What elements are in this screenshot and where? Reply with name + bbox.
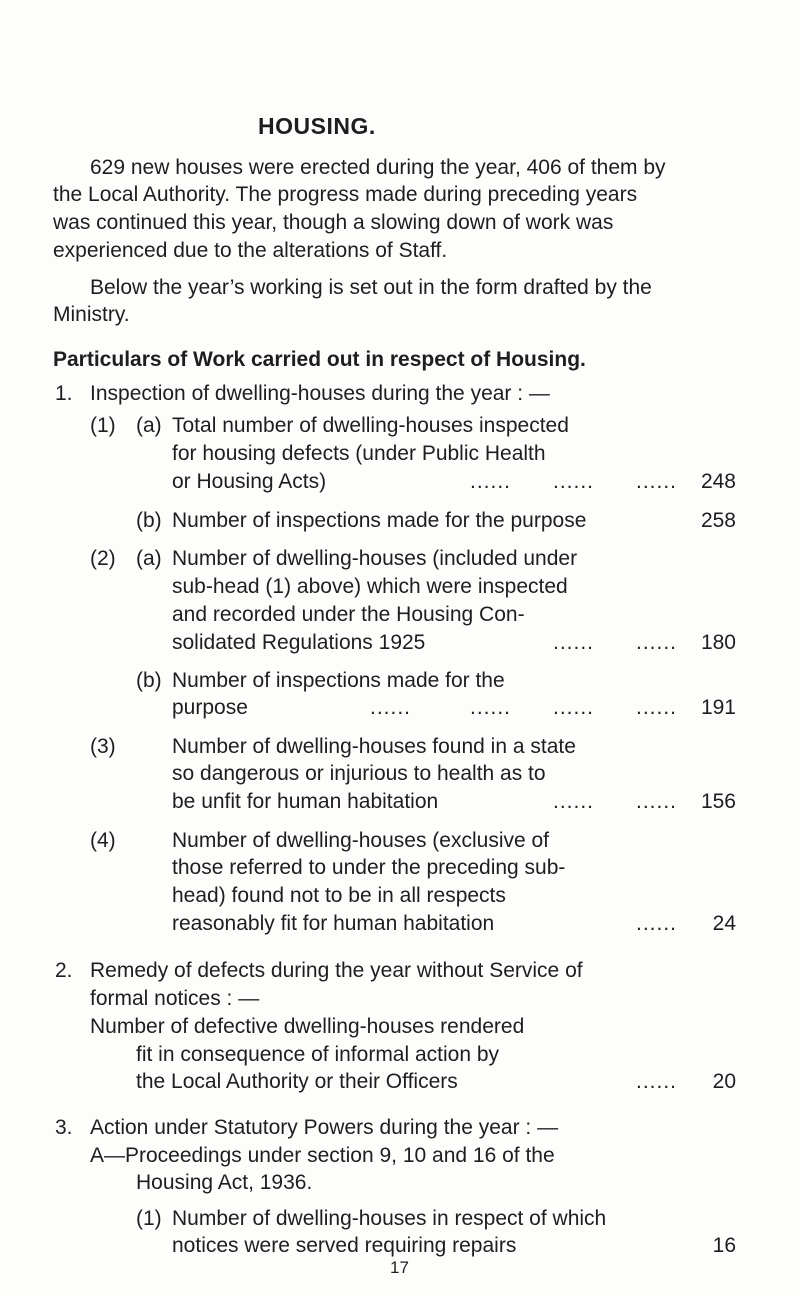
leader-dots: ...... — [636, 696, 678, 719]
item-value: 24 — [712, 912, 736, 935]
leader-dots: ...... — [636, 912, 678, 935]
item-label: (4) — [90, 829, 116, 852]
item-line: head) found not to be in all respects — [172, 884, 506, 907]
leader-dots: ...... — [553, 790, 595, 813]
item-line: and recorded under the Housing Con- — [172, 603, 525, 626]
section-line: the Local Authority or their Officers — [136, 1070, 458, 1093]
item-line: for housing defects (under Public Health — [172, 442, 546, 465]
item-value: 16 — [712, 1234, 736, 1257]
section-line: Action under Statutory Powers during the year : — — [90, 1116, 559, 1139]
section-heading: Particulars of Work carried out in respect of Housing. — [53, 348, 586, 371]
item-value: 180 — [700, 631, 736, 654]
leader-dots: ...... — [636, 470, 678, 493]
section-line: A—Proceedings under section 9, 10 and 16 of the — [90, 1144, 555, 1167]
item-line: solidated Regulations 1925 — [172, 631, 426, 654]
item-value: 20 — [712, 1070, 736, 1093]
intro-line: Ministry. — [53, 303, 130, 326]
item-line: purpose — [172, 696, 248, 719]
section-line: Number of defective dwelling-houses rendered — [90, 1015, 525, 1038]
section-line: fit in consequence of informal action by — [136, 1043, 500, 1066]
item-label: (3) — [90, 735, 116, 758]
intro-line: Below the year’s working is set out in the form drafted by the — [90, 276, 652, 299]
leader-dots: ...... — [636, 631, 678, 654]
page-number: 17 — [390, 1258, 409, 1277]
item-label: (2) — [90, 547, 116, 570]
leader-dots: ...... — [370, 696, 412, 719]
leader-dots: ...... — [470, 470, 512, 493]
leader-dots: ...... — [553, 631, 595, 654]
item-label: (a) — [136, 414, 162, 437]
item-value: 156 — [700, 790, 736, 813]
item-label: (1) — [136, 1207, 162, 1230]
item-line: reasonably fit for human habitation — [172, 912, 495, 935]
item-label: (b) — [136, 509, 162, 532]
section-number: 1. — [55, 382, 73, 405]
item-value: 248 — [700, 470, 736, 493]
leader-dots: ...... — [553, 696, 595, 719]
item-line: Number of dwelling-houses in respect of which — [172, 1207, 607, 1230]
item-line: Total number of dwelling-houses inspected — [172, 414, 569, 437]
item-label: (b) — [136, 669, 162, 692]
item-value: 258 — [700, 509, 736, 532]
item-line: or Housing Acts) — [172, 470, 327, 493]
item-line: Number of inspections made for the purpose — [172, 509, 587, 532]
item-line: those referred to under the preceding sub- — [172, 856, 566, 879]
item-line: Number of dwelling-houses (included under — [172, 547, 578, 570]
item-line: Number of dwelling-houses found in a state — [172, 735, 576, 758]
leader-dots: ...... — [470, 696, 512, 719]
item-line: so dangerous or injurious to health as to — [172, 762, 546, 785]
item-label: (1) — [90, 414, 116, 437]
intro-line: was continued this year, though a slowing down of work was — [53, 211, 614, 234]
item-label: (a) — [136, 547, 162, 570]
page-title: HOUSING. — [258, 113, 376, 139]
leader-dots: ...... — [636, 1070, 678, 1093]
item-line: Number of dwelling-houses (exclusive of — [172, 829, 550, 852]
item-line: be unfit for human habitation — [172, 790, 439, 813]
section-number: 3. — [55, 1116, 73, 1139]
intro-line: the Local Authority. The progress made during preceding years — [53, 183, 638, 206]
section-number: 2. — [55, 959, 73, 982]
item-value: 191 — [700, 696, 736, 719]
section-line: Remedy of defects during the year without Service of — [90, 959, 583, 982]
section-line: formal notices : — — [90, 987, 260, 1010]
intro-line: 629 new houses were erected during the year, 406 of them by — [90, 156, 666, 179]
leader-dots: ...... — [553, 470, 595, 493]
item-line: Number of inspections made for the — [172, 669, 505, 692]
item-line: notices were served requiring repairs — [172, 1234, 517, 1257]
section-text: Inspection of dwelling-houses during the year : — — [90, 382, 550, 405]
item-line: sub-head (1) above) which were inspected — [172, 575, 568, 598]
intro-line: experienced due to the alterations of Staff. — [53, 239, 448, 262]
section-line: Housing Act, 1936. — [136, 1171, 313, 1194]
leader-dots: ...... — [636, 790, 678, 813]
